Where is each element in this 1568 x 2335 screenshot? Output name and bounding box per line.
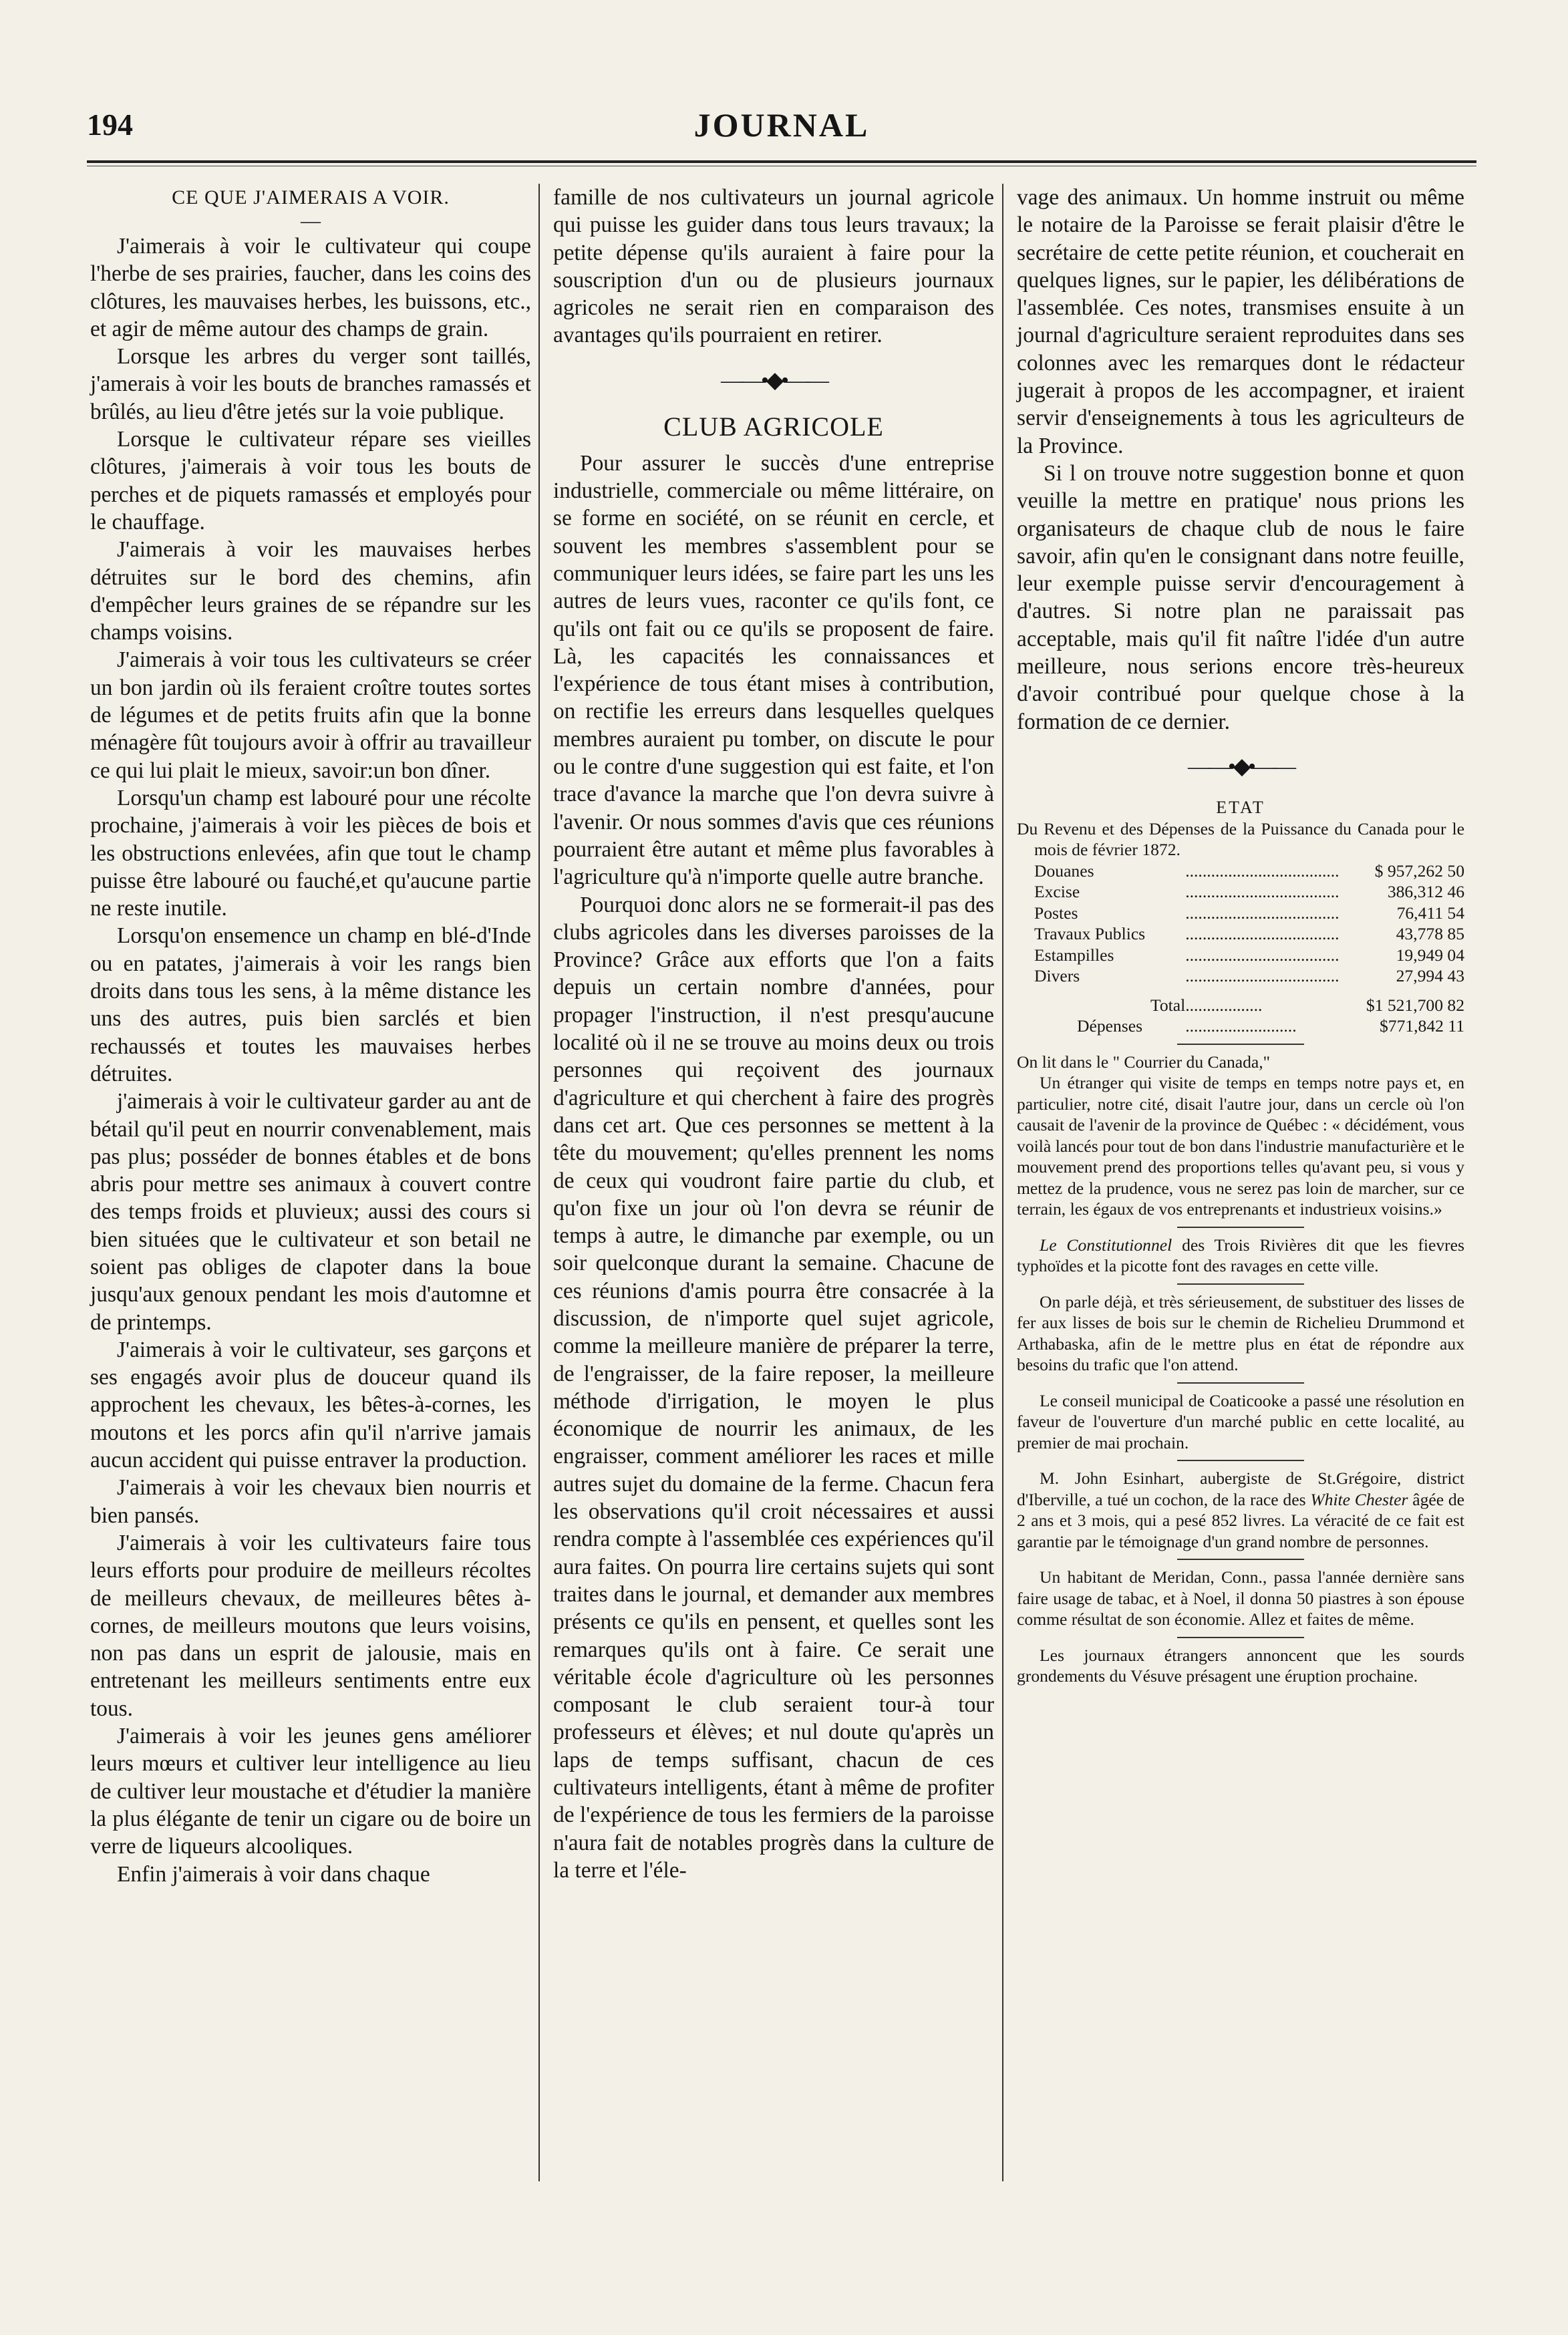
etat-title: ETAT: [1216, 797, 1265, 817]
news-item: Les journaux étrangers annoncent que les sourds grondements du Vésuve présagent une éruption prochaine.: [1017, 1645, 1464, 1686]
table-row: [1017, 923, 1464, 945]
etat-label: Travaux Publics: [1034, 924, 1146, 944]
column-1: [90, 184, 531, 1888]
paragraph: J'aimerais à voir les jeunes gens améliorer leurs mœurs et cultiver leur intelligence au lieu de cultiver leur moustache et d'étudier la manière la plus élégante de tenir un cigare ou de boire un verre de liqueurs alcooliques.: [90, 1724, 531, 1859]
paragraph: Pourquoi donc alors ne se formerait-il pas des clubs agricoles dans les diverses paroisses de la Province? Grâce aux efforts que l'on a faits depuis un certain nombre d'années, pour propager l'instruction, il n'est presqu'aucune localité où il ne se trouve au moins deux ou trois personnes qui reçoivent des journaux d'agriculture et qui cherchent à faire des progrès dans cet art. Que ces personnes se mettent à la tête du mouvement; qu'elles prennent les noms de ceux qui voudront faire partie du club, et qu'on fixe un jour où l'on devra se réunir de temps à autre, le dimanche par exemple, ou un soir quelconque durant la semaine. Chacune de ces réunions d'amis pourra être consacrée à la discussion, de n'importe quel sujet agricole, comme la meilleure manière de préparer la terre, de l'engraisser, de la faire reposer, la meilleure méthode d'irrigation, le moyen le plus économique de nourrir les animaux, de les engraisser, comment améliorer les races et mille autres sujet du domaine de la ferme. Chacun fera les observations qu'il croit nécessaires et aussi rendra compte à l'assemblée ces expériences qu'il aura faites. On pourra lire certains sujets qui sont traites dans le journal, et demander aux membres présents ce qu'ils en pensent, et quelles sont les remarques qu'ils ont à faire. Ce serait une véritable école d'agriculture où les personnes composant le club seraient tour-à tour professeurs et élèves; et nul doute qu'après un laps de temps suffisant, chacun de ces cultivateurs intelligents, étant à même de profiter de l'expérience de tous les fermiers de la paroisse n'aura fait de notables progrès dans la culture de la terre et l'éle-: [553, 892, 994, 1883]
table-row-depenses: [1017, 1016, 1464, 1037]
leader-dots: ....................................: [1185, 966, 1340, 986]
news-text: âgée de 2 ans et 3 mois, qui a pesé 852 livres. La véracité de ce fait est garantie par le témoignage d'un grand nombre de personnes.: [1017, 1489, 1465, 1551]
leader-dots: ....................................: [1185, 882, 1340, 902]
short-rule: [1177, 1044, 1304, 1045]
news-item: Un étranger qui visite de temps en temps notre pays et, en particulier, notre cité, disait l'autre jour, dans un cercle où l'on causait de l'avenir de la province de Québec : « décidément, vous voilà lancés pour tout de bon dans l'industrie manufacturière et le mouvement prend des proportions telles qu'avant peu, si vous y mettez de la prudence, vous ne serez pas loin de marcher, sur ce terrain, les égaux de vos entreprenants et industrieux voisins.»: [1017, 1073, 1464, 1219]
ornament-separator: ——•◆•——: [721, 367, 826, 393]
page-number: 194: [87, 108, 133, 142]
etat-amount: 19,949 04: [1396, 945, 1464, 965]
article-heading-ce-que: CE QUE J'AIMERAIS A VOIR.: [172, 186, 450, 208]
paragraph: j'aimerais à voir le cultivateur garder au ant de bétail qu'il peut en nourrir convenablement, mais pas plus; posséder de bonnes étables et de bons abris pour mettre ses animaux à couvert contre des temps froids et pluvieux; aussi des cours si bien situées que le cultivateur et son betail ne soient pas obliges de clapoter dans la boue jusqu'aux genoux pendant les mois d'automne et de printemps.: [90, 1089, 531, 1335]
etat-amount: 76,411 54: [1396, 903, 1464, 923]
table-row: [1017, 881, 1464, 903]
paragraph: Lorsqu'un champ est labouré pour une récolte prochaine, j'aimerais à voir les pièces de bois et les obstructions enlevées, afin que tout le champ puisse être labouré ou fauché,et qu'aucune partie ne reste inutile.: [90, 785, 531, 921]
leader-dots: ..........................: [1185, 1016, 1297, 1036]
short-rule: [1177, 1637, 1304, 1638]
short-rule: [1177, 1382, 1304, 1384]
etat-amount: 43,778 85: [1396, 924, 1464, 944]
etat-statement: [1017, 797, 1464, 1687]
table-row: [1017, 945, 1464, 966]
etat-amount: $ 957,262 50: [1374, 861, 1464, 881]
short-rule: [1177, 1460, 1304, 1461]
etat-depenses-amount: $771,842 11: [1379, 1016, 1464, 1036]
leader-dots: ....................................: [1185, 945, 1340, 965]
paragraph: J'aimerais à voir le cultivateur qui coupe l'herbe de ses prairies, faucher, dans les coins des clôtures, les mauvaises herbes, les buissons, etc., et agir de même autour des champs de grain.: [90, 234, 531, 341]
paragraph: Enfin j'aimerais à voir dans chaque: [117, 1861, 430, 1887]
etat-amount: 27,994 43: [1396, 966, 1464, 986]
ornament-separator: ——•◆•——: [1188, 754, 1293, 779]
column-divider-1: [538, 184, 540, 2181]
news-text: des Trois Rivières dit que les fievres typhoïdes et la picotte font des ravages en cette ville.: [1017, 1235, 1464, 1276]
short-rule: [1177, 1283, 1304, 1285]
article-heading-club-agricole: CLUB AGRICOLE: [663, 411, 884, 442]
leader-dots: ....................................: [1185, 861, 1340, 881]
etat-label: Divers: [1034, 966, 1080, 986]
page-header: [87, 100, 1476, 147]
etat-label: Postes: [1034, 903, 1078, 923]
news-item: On parle déjà, et très sérieusement, de substituer des lisses de fer aux lisses de bois sur le chemin de Richelieu Drummond et Arthabaska, afin de le mettre plus en état de répondre aux besoins du trafic que l'on attend.: [1017, 1291, 1464, 1375]
column-divider-2: [1002, 184, 1003, 2181]
journal-title: JOURNAL: [693, 106, 870, 144]
header-rule: [87, 160, 1476, 163]
etat-subtitle: Du Revenu et des Dépenses de la Puissance du Canada pour le mois de février 1872.: [1017, 818, 1464, 860]
leader-dots: ....................................: [1185, 924, 1340, 944]
paragraph: J'aimerais à voir les chevaux bien nourris et bien pansés.: [90, 1475, 531, 1528]
newspaper-name: Le Constitutionnel: [1040, 1235, 1172, 1255]
short-rule: [1177, 1559, 1304, 1560]
paragraph: Lorsque le cultivateur répare ses vieilles clôtures, j'aimerais à voir tous les bouts de perches et de piquets ramassés et employés pour le chauffage.: [90, 427, 531, 534]
paragraph: J'aimerais à voir les cultivateurs faire tous leurs efforts pour produire de meilleurs récoltes de meilleurs chevaux, de meilleures bêtes à-cornes, de meilleurs moutons que leurs voisins, non pas dans un esprit de jalousie, mais en entretenant les meilleurs sentiments entre eux tous.: [90, 1530, 531, 1721]
table-row: [1017, 903, 1464, 924]
paragraph: J'aimerais à voir le cultivateur, ses garçons et ses engagés avoir plus de douceur quand ils approchent les chevaux, les bêtes-à-cornes, les moutons et les porcs afin qu'il n'arrive jamais aucun accident qui puisse entraver la production.: [90, 1337, 531, 1473]
table-row: [1017, 861, 1464, 882]
column-2: [553, 184, 994, 1884]
table-row: [1017, 965, 1464, 987]
news-item: Un habitant de Meridan, Conn., passa l'année dernière sans faire usage de tabac, et à Noel, il donna 50 piastres à son épouse comme résultat de son économie. Allez et faites de même.: [1017, 1567, 1464, 1629]
paragraph-continued: famille de nos cultivateurs un journal agricole qui puisse les guider dans tous leurs travaux; la petite dépense qu'ils auraient à faire pour la souscription d'un ou de plusieurs journaux agricoles ne serait rien en comparaison des avantages qu'ils pourraient en retirer.: [553, 185, 994, 348]
paragraph: Lorsque les arbres du verger sont taillés, j'amerais à voir les bouts de branches ramassés et brûlés, au lieu d'être jetés sur la voie publique.: [90, 344, 531, 424]
leader-dots: ..................: [1185, 995, 1263, 1015]
etat-total-label: Total: [1150, 995, 1186, 1015]
paragraph: J'aimerais à voir tous les cultivateurs se créer un bon jardin où ils feraient croître toutes sortes de légumes et de petits fruits afin que la bonne ménagère fût toujours avoir à offrir au travailleur ce qui lui plait le mieux, savoir:un bon dîner.: [90, 647, 531, 783]
news-lead: On lit dans le " Courrier du Canada,": [1017, 1052, 1271, 1072]
paragraph: Lorsqu'on ensemence un champ en blé-d'Inde ou en patates, j'aimerais à voir les rangs bien droits dans tous les sens, à la même distance les uns des autres, puis bien sarclés et bien rechaussés et toutes les mauvaises herbes détruites.: [90, 923, 531, 1086]
etat-label: Excise: [1034, 882, 1080, 902]
news-item-constitutionnel: [1017, 1235, 1464, 1277]
etat-table: [1017, 861, 1464, 1037]
news-item-cochon: [1017, 1468, 1464, 1552]
news-text: M. John Esinhart, aubergiste de St.Grégoire, district d'Iberville, a tué un cochon, de la race des: [1017, 1468, 1464, 1509]
paragraph: Pour assurer le succès d'une entreprise industrielle, commerciale ou même littéraire, on se forme en société, on se réunit en cercle, et souvent les membres s'assemblent pour se communiquer leurs idées, se faire part les uns les autres de leurs vues, raconter ce qu'ils font, ce qu'ils ont fait ou ce qu'ils se proposent de faire. Là, les capacités les connaissances et l'expérience de tous étant mises à contribution, on rectifie les erreurs dans lesquelles quelques membres auraient pu tomber, on discute le pour ou le contre d'une suggestion qui est faite, et l'on trace d'avance la marche que l'on devra suivre à l'avenir. Or nous sommes d'avis que ces réunions pourraient être autant et même plus favorables à l'agriculture qu'à n'importe quelle autre branche.: [553, 450, 994, 890]
paragraph: J'aimerais à voir les mauvaises herbes détruites sur le bord des chemins, afin d'empêcher leurs graines de se répandre sur les champs voisins.: [90, 537, 531, 645]
paragraph-continued: vage des animaux. Un homme instruit ou même le notaire de la Paroisse se ferait plaisir d'être le secrétaire de cette petite réunion, et coucherait en quelques lignes, sur le papier, les délibérations de l'assemblée. Ces notes, transmises ensuite à un journal d'agriculture seraient reproduites dans ses colonnes avec les remarques dont le rédacteur jugerait à propos de les accompagner, et iraient servir d'enseignements à tous les agriculteurs de la Province.: [1017, 185, 1464, 458]
etat-total-amount: $1 521,700 82: [1366, 995, 1464, 1015]
news-item: Le conseil municipal de Coaticooke a passé une résolution en faveur de l'ouverture d'un marché public en cette localité, au premier de mai prochain.: [1017, 1390, 1464, 1452]
etat-label: Douanes: [1034, 861, 1094, 881]
paragraph: Si l on trouve notre suggestion bonne et quon veuille la mettre en pratique' nous prions les organisateurs de chaque club de nous le faire savoir, afin qu'en le consignant dans notre feuille, leur exemple puisse servir d'encouragement à d'autres. Si notre plan ne paraissait pas acceptable, mais qu'il fit naître l'idée d'un autre meilleure, nous serions encore très-heureux d'avoir contribué pour quelque chose à la formation de ce dernier.: [1017, 460, 1464, 734]
etat-depenses-label: Dépenses: [1077, 1016, 1143, 1036]
etat-amount: 386,312 46: [1387, 882, 1464, 902]
short-rule: [1177, 1227, 1304, 1228]
etat-label: Estampilles: [1034, 945, 1114, 965]
heading-dash: —: [301, 210, 321, 232]
leader-dots: ....................................: [1185, 903, 1340, 923]
breed-name: White Chester: [1310, 1489, 1408, 1509]
column-3: [1017, 184, 1464, 1687]
table-row-total: [1017, 987, 1464, 1016]
